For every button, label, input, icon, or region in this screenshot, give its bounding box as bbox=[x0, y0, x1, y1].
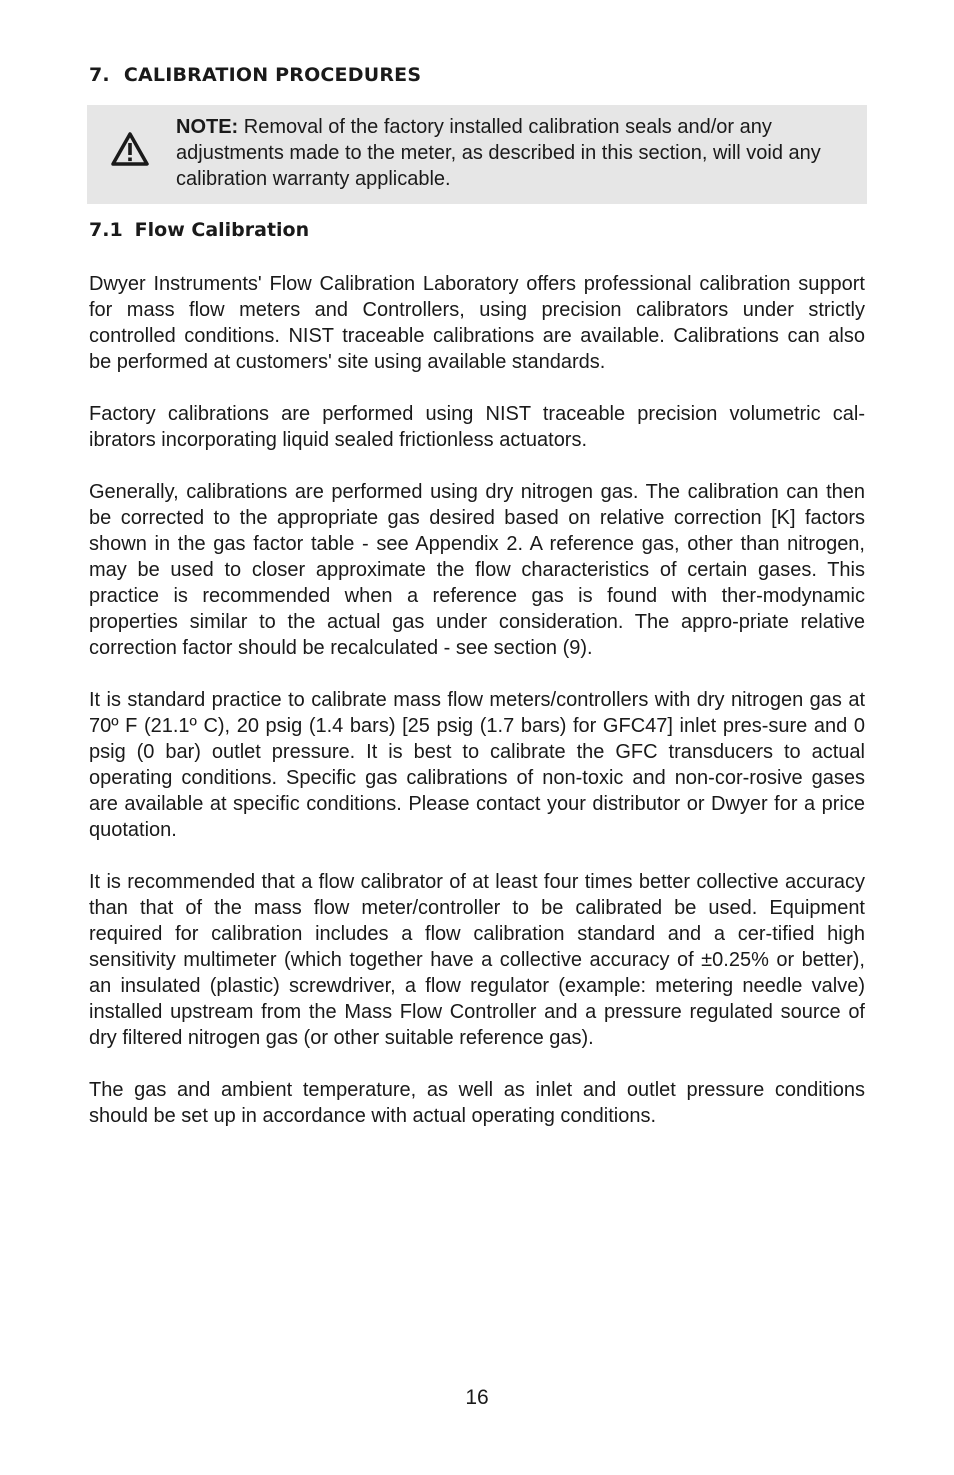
subsection-title: Flow Calibration bbox=[134, 219, 310, 241]
warning-triangle-icon bbox=[110, 131, 150, 167]
paragraph-lab-services: Dwyer Instruments' Flow Calibration Laboratory offers professional calibration support for mass flow meters and Controllers, using precision calibrators under strictly controlled conditions. NIST traceable calibrations are available. Calibrations can also be performed at customers' site using available standards. bbox=[89, 273, 865, 373]
paragraph-conditions: The gas and ambient temperature, as well as inlet and outlet pressure conditions should be set up in accordance with actual operating conditions. bbox=[89, 1079, 865, 1127]
subsection-number: 7.1 bbox=[89, 219, 123, 241]
note-label: NOTE: bbox=[176, 116, 239, 138]
body-text bbox=[89, 271, 865, 1155]
note-body: Removal of the factory installed calibration seals and/or any adjustments made to the meter, as described in this section, will void any calibration warranty applicable. bbox=[176, 116, 821, 190]
section-title: CALIBRATION PROCEDURES bbox=[123, 64, 422, 86]
subsection-heading bbox=[89, 219, 309, 241]
paragraph-standard-practice: It is standard practice to calibrate mass flow meters/controllers with dry nitrogen gas at 70º F (21.1º C), 20 psig (1.4 bars) [25 psig (1.7 bars) for GFC47] inlet pres-sure and 0 psig (0 bar) outlet pressure. It is best to calibrate the GFC transducers to actual operating conditions. Specific gas calibrations of non-toxic and non-cor-rosive gases are available at specific conditions. Please contact your distributor or Dwyer for a price quotation. bbox=[89, 689, 865, 841]
note-box bbox=[87, 105, 867, 204]
note-text bbox=[176, 114, 852, 192]
page-number: 16 bbox=[465, 1386, 489, 1409]
paragraph-factory-calibrations: Factory calibrations are performed using NIST traceable precision volumetric cal-ibrators incorporating liquid sealed frictionless actuators. bbox=[89, 403, 865, 451]
paragraph-equipment: It is recommended that a flow calibrator of at least four times better collective accuracy than that of the mass flow meter/controller to be calibrated be used. Equipment required for calibration includes a flow calibration standard and a cer-tified high sensitivity multimeter (which together have a collective accuracy of ±0.25% or better), an insulated (plastic) screwdriver, a flow regulator (example: metering needle valve) installed upstream from the Mass Flow Controller and a pressure regulated source of dry filtered nitrogen gas (or other suitable reference gas). bbox=[89, 871, 865, 1049]
section-number: 7. bbox=[89, 64, 110, 86]
paragraph-nitrogen-gas: Generally, calibrations are performed using dry nitrogen gas. The calibration can then be corrected to the appropriate gas desired based on relative correction [K] factors shown in the gas factor table - see Appendix 2. A reference gas, other than nitrogen, may be used to closer approximate the flow characteristics of certain gases. This practice is recommended when a reference gas is found with ther-modynamic properties similar to the actual gas under consideration. The appro-priate relative correction factor should be recalculated - see section (9). bbox=[89, 481, 865, 659]
section-heading bbox=[89, 64, 421, 86]
